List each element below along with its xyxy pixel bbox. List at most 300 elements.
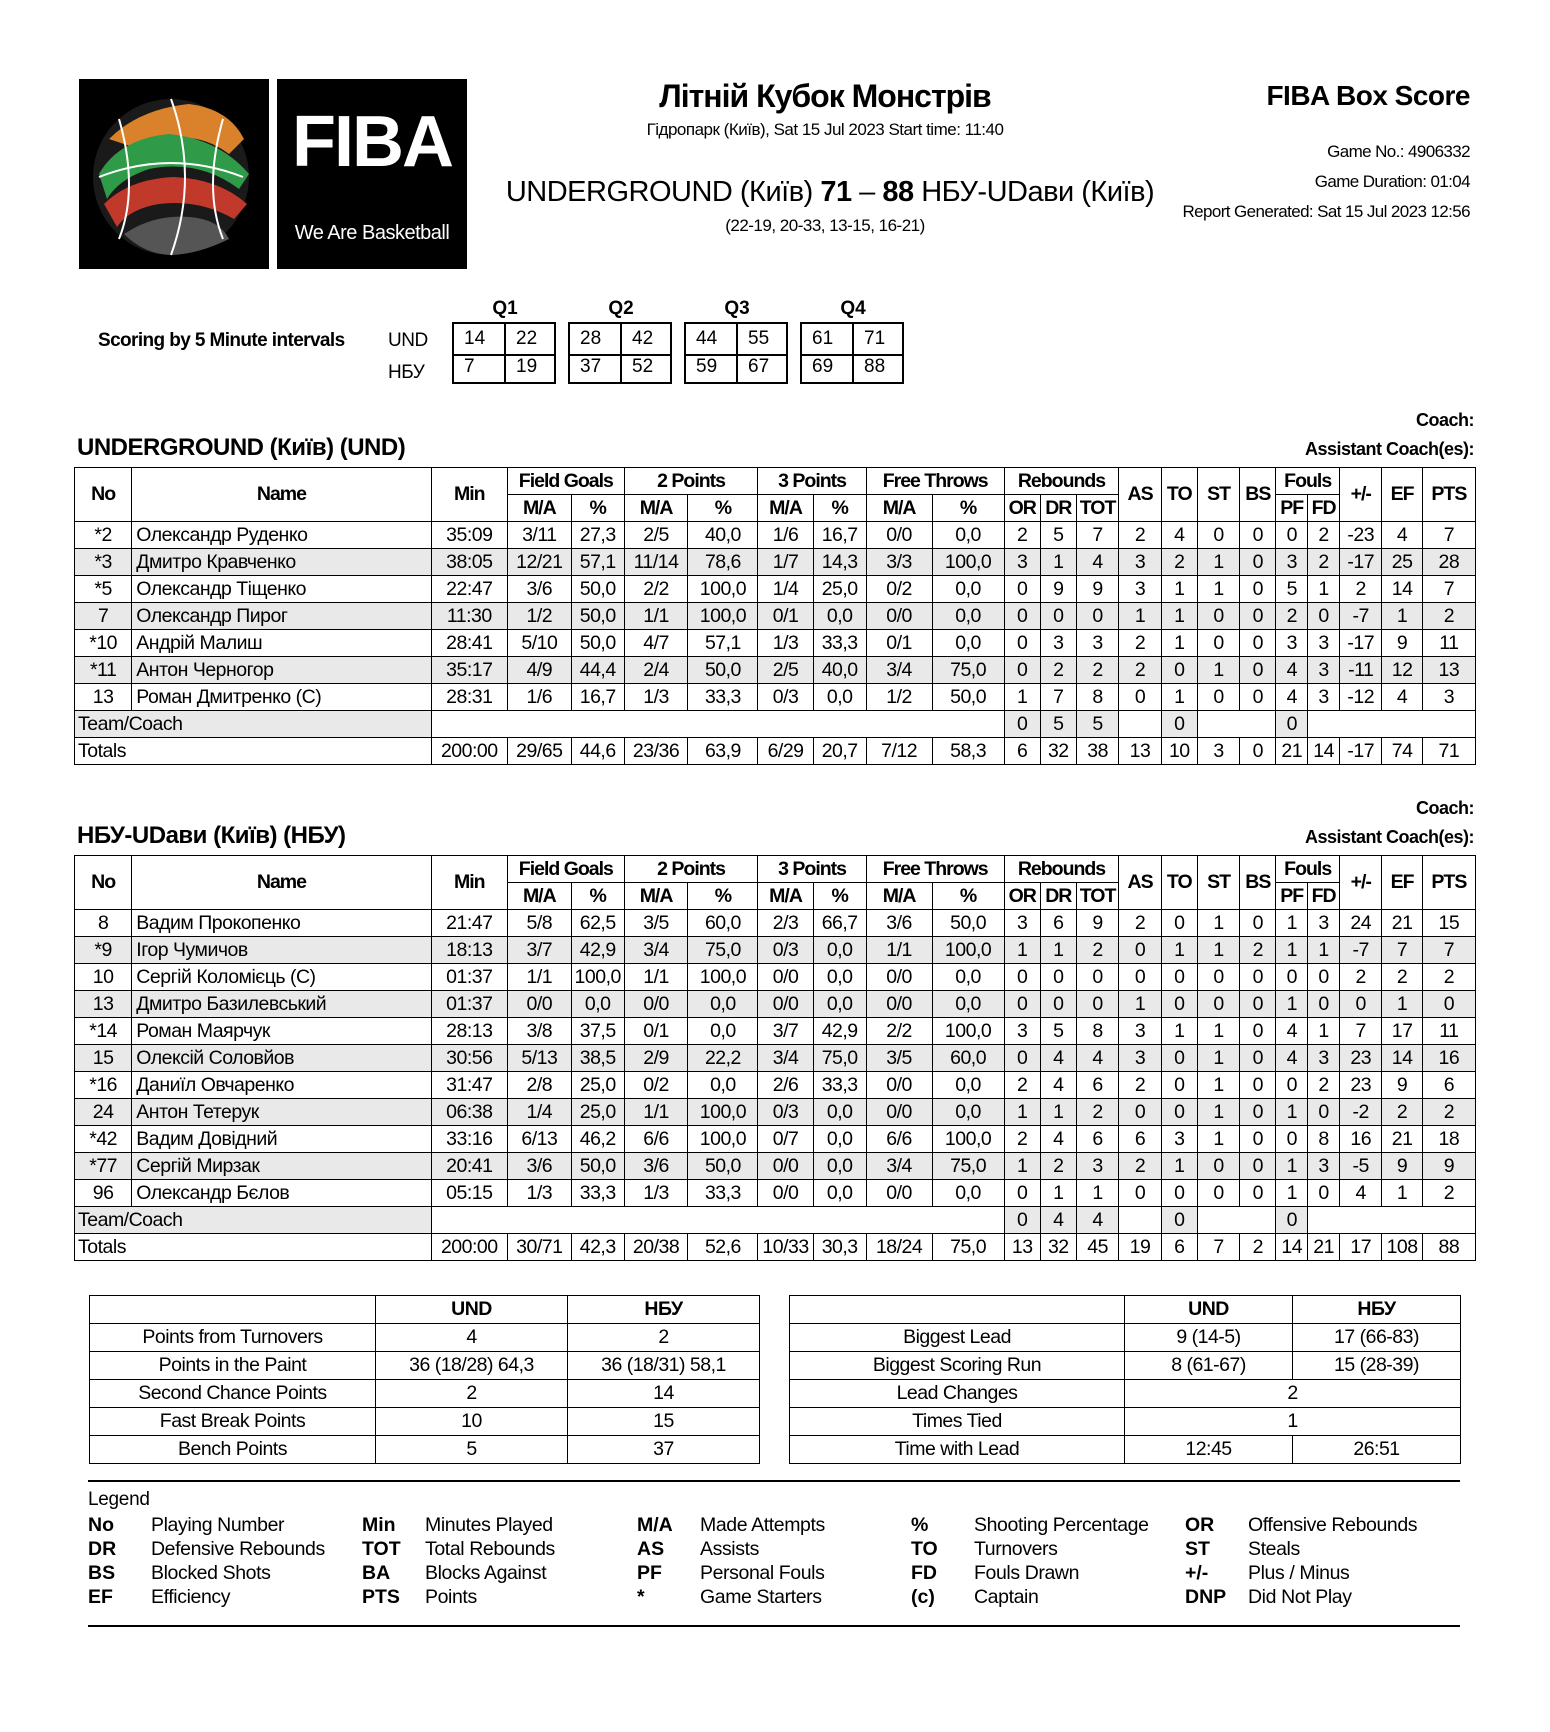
stat-cell: 1 <box>1276 1099 1308 1126</box>
stat-cell: 75,0 <box>813 1045 866 1072</box>
stat-cell: 5 <box>1040 711 1076 738</box>
stat-cell: 0 <box>1197 522 1239 549</box>
stat-cell: 0 <box>1004 711 1040 738</box>
summary-col-header: UND <box>376 1296 568 1324</box>
summary-row-label: Second Chance Points <box>90 1380 376 1408</box>
stat-cell: 9 <box>1076 910 1118 937</box>
player-name: Антон Черногор <box>132 657 431 684</box>
stat-cell: -17 <box>1340 630 1382 657</box>
stat-cell: 3/4 <box>866 657 932 684</box>
stat-cell: 2 <box>1119 1072 1161 1099</box>
stat-cell: 3/6 <box>507 1153 571 1180</box>
game-duration: Game Duration: 01:04 <box>1314 172 1470 191</box>
interval-score: 37 <box>580 356 602 377</box>
stat-cell: 7 <box>1422 522 1475 549</box>
stat-cell: 2 <box>1422 1180 1475 1207</box>
stat-cell: 16,7 <box>571 684 624 711</box>
stat-cell: 1 <box>1119 991 1161 1018</box>
stat-cell: 4 <box>1040 1207 1076 1234</box>
summary-row <box>790 1436 1461 1464</box>
stat-cell: -7 <box>1340 937 1382 964</box>
stat-cell: 6 <box>1004 738 1040 765</box>
stat-cell: 0 <box>1197 630 1239 657</box>
stat-cell: 2 <box>1422 603 1475 630</box>
col-header-ma: M/A <box>758 883 813 910</box>
col-header-ma: M/A <box>758 495 813 522</box>
stat-cell: 01:37 <box>431 991 507 1018</box>
col-header-or: OR <box>1004 883 1040 910</box>
legend-description: Efficiency <box>151 1586 231 1608</box>
stat-cell: 0,0 <box>932 630 1004 657</box>
col-header-pct: % <box>571 495 624 522</box>
team-title-nbu: НБУ-UDави (Київ) (НБУ) <box>77 822 346 849</box>
stat-cell: 2 <box>1076 1099 1118 1126</box>
stat-cell: 8 <box>1308 1126 1340 1153</box>
stat-cell: 4 <box>1276 1045 1308 1072</box>
stat-cell: 3/11 <box>507 522 571 549</box>
summary-value: 36 (18/28) 64,3 <box>376 1352 568 1380</box>
player-row <box>75 522 1476 549</box>
col-header-ma: M/A <box>866 495 932 522</box>
stat-cell: 7 <box>1197 1234 1239 1261</box>
stat-cell: 1 <box>1161 684 1197 711</box>
stat-cell: 1 <box>1161 1153 1197 1180</box>
stat-cell: 13 <box>1119 738 1161 765</box>
player-name: Олександр Тіщенко <box>132 576 431 603</box>
stat-cell: 30/71 <box>507 1234 571 1261</box>
stat-cell: 0,0 <box>932 1072 1004 1099</box>
empty-cell <box>1308 1207 1476 1234</box>
stat-cell: 2 <box>1340 576 1382 603</box>
stat-cell: 3 <box>1076 630 1118 657</box>
team-comparison-table <box>89 1295 760 1464</box>
fiba-ball-logo <box>79 79 269 269</box>
summary-row-label: Biggest Scoring Run <box>790 1352 1125 1380</box>
stat-cell: 11 <box>1422 630 1475 657</box>
legend-abbrev: DNP <box>1185 1586 1227 1608</box>
stat-cell: 10 <box>1161 738 1197 765</box>
stat-cell: 4 <box>1161 522 1197 549</box>
stat-cell: 0 <box>1240 910 1276 937</box>
legend-abbrev: ST <box>1185 1538 1210 1560</box>
stat-cell: 3 <box>1076 1153 1118 1180</box>
stat-cell: 25 <box>1382 549 1422 576</box>
stat-cell: 14 <box>1276 1234 1308 1261</box>
stat-cell: 16 <box>1340 1126 1382 1153</box>
stat-cell: 1/1 <box>866 937 932 964</box>
stat-cell: 4 <box>1340 1180 1382 1207</box>
stat-cell: 100,0 <box>932 1018 1004 1045</box>
stat-cell: 35:17 <box>431 657 507 684</box>
stat-cell: 2/9 <box>624 1045 688 1072</box>
stat-cell: 78,6 <box>688 549 758 576</box>
stat-cell: 23 <box>1340 1072 1382 1099</box>
col-header-to: TO <box>1161 856 1197 910</box>
stat-cell: 5 <box>1040 1018 1076 1045</box>
quarter-heading: Q4 <box>840 298 866 319</box>
col-header-pct: % <box>932 883 1004 910</box>
legend-abbrev: M/A <box>637 1514 673 1536</box>
stat-cell: 1 <box>1382 991 1422 1018</box>
stat-cell: 5 <box>1276 576 1308 603</box>
stat-cell: 38:05 <box>431 549 507 576</box>
player-number: *14 <box>75 1018 132 1045</box>
summary-value: 8 (61-67) <box>1125 1352 1293 1380</box>
summary-value: 5 <box>376 1436 568 1464</box>
stat-cell: 0 <box>1197 603 1239 630</box>
stat-cell: 38 <box>1076 738 1118 765</box>
stat-cell: 0,0 <box>932 1180 1004 1207</box>
summary-value: 1 <box>1125 1408 1461 1436</box>
stat-cell: 38,5 <box>571 1045 624 1072</box>
player-name: Дмитро Базилевський <box>132 991 431 1018</box>
stat-cell: 1/3 <box>624 684 688 711</box>
summary-row-label: Biggest Lead <box>790 1324 1125 1352</box>
stat-cell: 14 <box>1382 576 1422 603</box>
player-name: Даниїл Овчаренко <box>132 1072 431 1099</box>
stat-cell: 9 <box>1040 576 1076 603</box>
col-header-ma: M/A <box>507 883 571 910</box>
stat-cell: 21 <box>1382 1126 1422 1153</box>
legend-abbrev: * <box>637 1586 645 1608</box>
col-header-st: ST <box>1197 468 1239 522</box>
stat-cell: 2 <box>1240 1234 1276 1261</box>
stat-cell: 7 <box>1340 1018 1382 1045</box>
legend-description: Blocked Shots <box>151 1562 271 1584</box>
stat-cell: 1 <box>1276 910 1308 937</box>
stat-cell: 0 <box>1276 1072 1308 1099</box>
stat-cell: -17 <box>1340 549 1382 576</box>
col-header-min: Min <box>431 856 507 910</box>
legend-description: Assists <box>700 1538 759 1560</box>
stat-cell: 57,1 <box>688 630 758 657</box>
stat-cell: 0 <box>1276 1126 1308 1153</box>
stat-cell: 40,0 <box>688 522 758 549</box>
stat-cell: 75,0 <box>932 1153 1004 1180</box>
stat-cell: 33:16 <box>431 1126 507 1153</box>
stat-cell: 60,0 <box>932 1045 1004 1072</box>
stat-cell: 3/6 <box>507 576 571 603</box>
game-flow-table <box>789 1295 1461 1464</box>
col-header-bs: BS <box>1240 468 1276 522</box>
stat-cell: 63,9 <box>688 738 758 765</box>
player-row <box>75 684 1476 711</box>
stat-cell: 0 <box>1119 1180 1161 1207</box>
empty-cell <box>1197 711 1276 738</box>
interval-score-box <box>568 322 672 356</box>
stat-cell: 3 <box>1308 1153 1340 1180</box>
col-header-tot: TOT <box>1076 495 1118 522</box>
summary-row <box>90 1352 760 1380</box>
player-row <box>75 1045 1476 1072</box>
stat-cell: 3/6 <box>624 1153 688 1180</box>
stat-cell: 0 <box>1161 711 1197 738</box>
stat-cell: 1/1 <box>624 1099 688 1126</box>
stat-cell: 0 <box>1240 991 1276 1018</box>
stat-cell: 100,0 <box>688 1099 758 1126</box>
stat-cell: 0/0 <box>866 1180 932 1207</box>
player-name: Андрій Малиш <box>132 630 431 657</box>
col-header-2-points: 2 Points <box>624 856 758 883</box>
final-score <box>470 176 1190 209</box>
interval-score: 67 <box>736 352 786 382</box>
stat-cell: 50,0 <box>688 657 758 684</box>
stat-cell: 4 <box>1276 1018 1308 1045</box>
player-number: *16 <box>75 1072 132 1099</box>
player-number: 10 <box>75 964 132 991</box>
legend-description: Shooting Percentage <box>974 1514 1149 1536</box>
stat-cell: 50,0 <box>571 603 624 630</box>
col-header-2-points: 2 Points <box>624 468 758 495</box>
stat-cell: 5/13 <box>507 1045 571 1072</box>
stat-cell: 6/6 <box>866 1126 932 1153</box>
quarter-heading: Q2 <box>608 298 634 319</box>
stat-cell: 11/14 <box>624 549 688 576</box>
stat-cell: 0/0 <box>866 991 932 1018</box>
stat-cell: 100,0 <box>932 549 1004 576</box>
summary-row <box>790 1352 1461 1380</box>
col-header-fd: FD <box>1308 883 1340 910</box>
stat-cell: 30,3 <box>813 1234 866 1261</box>
stat-cell: 21 <box>1276 738 1308 765</box>
stat-cell: 42,9 <box>571 937 624 964</box>
col-header-ma: M/A <box>507 495 571 522</box>
stat-cell: 40,0 <box>813 657 866 684</box>
stat-cell: 1 <box>1004 937 1040 964</box>
col-header-st: ST <box>1197 856 1239 910</box>
stat-cell: 3 <box>1040 630 1076 657</box>
stat-cell: 33,3 <box>571 1180 624 1207</box>
stat-cell: 32 <box>1040 1234 1076 1261</box>
col-header-bs: BS <box>1240 856 1276 910</box>
stat-cell: 12/21 <box>507 549 571 576</box>
competition-title: Літній Кубок Монстрів <box>659 78 991 114</box>
stat-cell: 33,3 <box>688 1180 758 1207</box>
summary-value: 17 (66-83) <box>1293 1324 1461 1352</box>
player-row <box>75 603 1476 630</box>
stat-cell: 2/2 <box>866 1018 932 1045</box>
stat-cell: -23 <box>1340 522 1382 549</box>
stat-cell: 1/4 <box>507 1099 571 1126</box>
stat-cell: 24 <box>1340 910 1382 937</box>
stat-cell: 0/7 <box>758 1126 813 1153</box>
stat-cell: 3 <box>1308 684 1340 711</box>
stat-cell: 32 <box>1040 738 1076 765</box>
stat-cell: 6 <box>1161 1234 1197 1261</box>
legend-description: Turnovers <box>974 1538 1058 1560</box>
player-number: 96 <box>75 1180 132 1207</box>
stat-cell: 0,0 <box>813 964 866 991</box>
player-name: Олексій Соловйов <box>132 1045 431 1072</box>
stat-cell: 1 <box>1040 1180 1076 1207</box>
stat-cell: 3/5 <box>624 910 688 937</box>
stat-cell: 50,0 <box>688 1153 758 1180</box>
stat-cell: 18 <box>1422 1126 1475 1153</box>
stat-cell: 1 <box>1004 1153 1040 1180</box>
stat-cell: 0 <box>1004 1207 1040 1234</box>
stat-cell: 4 <box>1076 549 1118 576</box>
away-score: 88 <box>882 176 914 208</box>
stat-cell: 2 <box>1004 1072 1040 1099</box>
stat-cell: 11:30 <box>431 603 507 630</box>
stat-cell: 21 <box>1382 910 1422 937</box>
stat-cell: 0 <box>1240 1180 1276 1207</box>
stat-cell: 1 <box>1276 937 1308 964</box>
stat-cell: 1/4 <box>758 576 813 603</box>
stat-cell: 17 <box>1340 1234 1382 1261</box>
legend-abbrev: DR <box>88 1538 117 1560</box>
player-number: *77 <box>75 1153 132 1180</box>
stat-cell: 0 <box>1240 1045 1276 1072</box>
summary-row <box>790 1324 1461 1352</box>
col-header-3-points: 3 Points <box>758 856 866 883</box>
stat-cell: 6/6 <box>624 1126 688 1153</box>
stat-cell: 1 <box>1197 1099 1239 1126</box>
stat-cell: 58,3 <box>932 738 1004 765</box>
stat-cell: 1 <box>1040 937 1076 964</box>
stat-cell: 100,0 <box>688 576 758 603</box>
stat-cell: 2/8 <box>507 1072 571 1099</box>
stat-cell: 0,0 <box>932 522 1004 549</box>
stat-cell: 3 <box>1004 910 1040 937</box>
stat-cell: 0 <box>1161 1072 1197 1099</box>
stat-cell: 0 <box>1040 964 1076 991</box>
legend-abbrev: BA <box>362 1562 391 1584</box>
stat-cell: 16,7 <box>813 522 866 549</box>
stat-cell: 1 <box>1197 1072 1239 1099</box>
stat-cell: 7/12 <box>866 738 932 765</box>
stat-cell: 0 <box>1161 657 1197 684</box>
stat-cell: 35:09 <box>431 522 507 549</box>
stat-cell: 2 <box>1076 657 1118 684</box>
stat-cell: 2 <box>1119 1153 1161 1180</box>
col-header-fouls: Fouls <box>1276 856 1340 883</box>
stat-cell: 21:47 <box>431 910 507 937</box>
stat-cell: 0 <box>1004 603 1040 630</box>
stat-cell: 0 <box>1240 1099 1276 1126</box>
stat-cell: 0 <box>1119 1099 1161 1126</box>
stat-cell: 0,0 <box>688 991 758 1018</box>
stat-cell: 37,5 <box>571 1018 624 1045</box>
stat-cell: 9 <box>1382 1072 1422 1099</box>
stat-cell: 33,3 <box>813 630 866 657</box>
stat-cell: 1 <box>1004 1099 1040 1126</box>
home-score: 71 <box>820 176 852 208</box>
legend-title: Legend <box>88 1489 150 1510</box>
stat-cell: 50,0 <box>932 910 1004 937</box>
player-name: Роман Маярчук <box>132 1018 431 1045</box>
stat-cell: 3/5 <box>866 1045 932 1072</box>
team-coach-row <box>75 711 1476 738</box>
stat-cell: 0 <box>1240 522 1276 549</box>
stat-cell: 13 <box>1422 657 1475 684</box>
stat-cell: 2 <box>1161 549 1197 576</box>
player-row <box>75 576 1476 603</box>
interval-score-box <box>568 352 672 384</box>
home-team-name: UNDERGROUND (Київ) <box>505 176 813 208</box>
player-number: *5 <box>75 576 132 603</box>
summary-value: 10 <box>376 1408 568 1436</box>
player-number: 8 <box>75 910 132 937</box>
stat-cell: 0,0 <box>813 1180 866 1207</box>
stat-cell: 75,0 <box>932 657 1004 684</box>
team-title-und: UNDERGROUND (Київ) (UND) <box>77 434 406 461</box>
stat-cell: 100,0 <box>571 964 624 991</box>
stat-cell: 4 <box>1040 1126 1076 1153</box>
stat-cell: 21 <box>1308 1234 1340 1261</box>
stat-cell: 0 <box>1197 964 1239 991</box>
totals-row <box>75 738 1476 765</box>
stat-cell: 25,0 <box>813 576 866 603</box>
stat-cell: 3 <box>1276 549 1308 576</box>
stat-cell: 13 <box>1004 1234 1040 1261</box>
stat-cell: 60,0 <box>688 910 758 937</box>
stat-cell: 0 <box>1040 603 1076 630</box>
totals-label: Totals <box>75 738 432 765</box>
empty-cell <box>1119 1207 1161 1234</box>
col-header-field-goals: Field Goals <box>507 468 624 495</box>
stat-cell: 0,0 <box>813 1126 866 1153</box>
stat-cell: 1 <box>1197 549 1239 576</box>
col-header-ef: EF <box>1382 856 1422 910</box>
stat-cell: 4/7 <box>624 630 688 657</box>
player-number: 7 <box>75 603 132 630</box>
stat-cell: 1 <box>1197 1045 1239 1072</box>
stat-cell: 1/2 <box>507 603 571 630</box>
stat-cell: 10/33 <box>758 1234 813 1261</box>
stat-cell: 22:47 <box>431 576 507 603</box>
stat-cell: 25,0 <box>571 1072 624 1099</box>
summary-value: 2 <box>376 1380 568 1408</box>
stat-cell: 52,6 <box>688 1234 758 1261</box>
stat-cell: 0/0 <box>758 964 813 991</box>
col-header-free-throws: Free Throws <box>866 856 1004 883</box>
stat-cell: 0 <box>1040 991 1076 1018</box>
player-row <box>75 657 1476 684</box>
stat-cell: 17 <box>1382 1018 1422 1045</box>
stat-cell: 3 <box>1119 1018 1161 1045</box>
stat-cell: 0 <box>1240 684 1276 711</box>
stat-cell: 1 <box>1197 657 1239 684</box>
summary-row-label: Time with Lead <box>790 1436 1125 1464</box>
legend-abbrev: BS <box>88 1562 116 1584</box>
stat-cell: 0 <box>1308 964 1340 991</box>
stat-cell: 28:31 <box>431 684 507 711</box>
stat-cell: 0 <box>1240 603 1276 630</box>
stat-cell: 2 <box>1382 964 1422 991</box>
stat-cell: 0/0 <box>758 1180 813 1207</box>
player-number: *10 <box>75 630 132 657</box>
stat-cell: 3 <box>1197 738 1239 765</box>
stat-cell: 1 <box>1040 549 1076 576</box>
player-row <box>75 964 1476 991</box>
stat-cell: 0/2 <box>624 1072 688 1099</box>
stat-cell: 42,3 <box>571 1234 624 1261</box>
stat-cell: 5 <box>1076 711 1118 738</box>
away-team-name: НБУ-UDави (Київ) <box>921 176 1155 208</box>
interval-score: 22 <box>504 324 554 354</box>
stat-cell: 1 <box>1308 1018 1340 1045</box>
summary-value: 4 <box>376 1324 568 1352</box>
summary-col-header: НБУ <box>1293 1296 1461 1324</box>
col-header-as: AS <box>1119 468 1161 522</box>
stat-cell: 15 <box>1422 910 1475 937</box>
stat-cell: 2/6 <box>758 1072 813 1099</box>
player-number: 15 <box>75 1045 132 1072</box>
empty-cell <box>1308 711 1476 738</box>
legend-description: Points <box>425 1586 477 1608</box>
stat-cell: 1/3 <box>507 1180 571 1207</box>
